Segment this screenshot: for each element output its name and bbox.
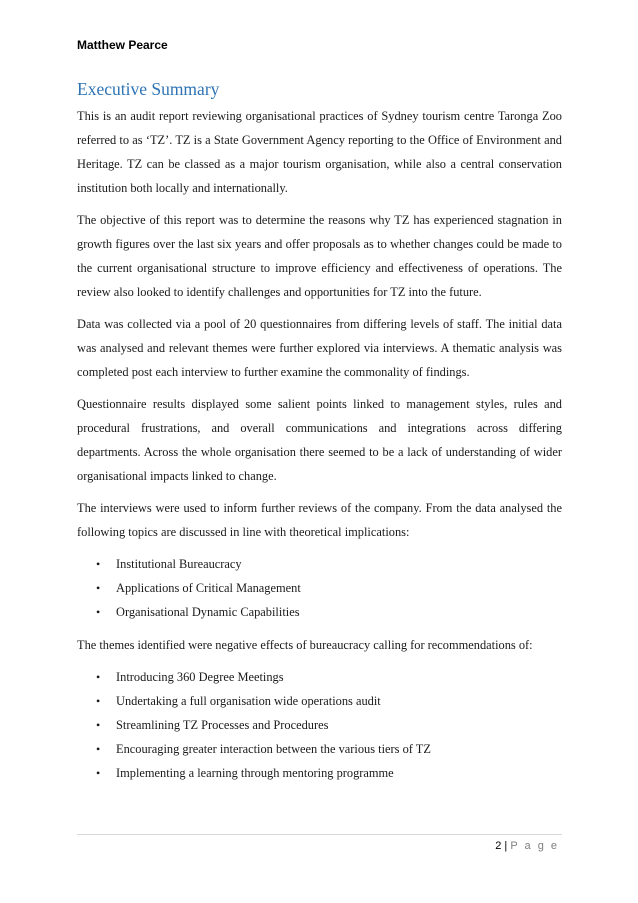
bullet-icon: • [96, 581, 101, 595]
recommendation-text: Introducing 360 Degree Meetings [116, 670, 284, 684]
recommendation-text: Implementing a learning through mentoring programme [116, 766, 394, 780]
paragraph-questionnaire-results: Questionnaire results displayed some salient points linked to management styles, rules and procedural frustrations, and overall communications and integrations across differing departments. Across the whole organisation there seemed to be a lack of understanding of wider organisational impacts linked to change. [77, 397, 562, 483]
recommendation-text: Streamlining TZ Processes and Procedures [116, 718, 329, 732]
topic-text: Applications of Critical Management [116, 581, 301, 595]
page-number: 2 [495, 840, 502, 852]
list-item [77, 737, 562, 761]
paragraph-intro: This is an audit report reviewing organisational practices of Sydney tourism centre Taronga Zoo referred to as ‘TZ’. TZ is a State Government Agency reporting to the Office of Environment and Heritage. TZ can be classed as a major tourism organisation, while also a central conservation institution both locally and internationally. [77, 109, 562, 195]
page-footer [495, 840, 559, 852]
section-title: Executive Summary [77, 79, 220, 99]
page-label: P a g e [510, 840, 559, 852]
recommendations-list [77, 665, 562, 785]
bullet-icon: • [96, 742, 101, 756]
paragraph-objective: The objective of this report was to determine the reasons why TZ has experienced stagnation in growth figures over the last six years and offer proposals as to whether changes could be made to the current organisational structure to improve efficiency and effectiveness of operations. The review also looked to identify challenges and opportunities for TZ into the future. [77, 213, 562, 299]
paragraph-data-collection: Data was collected via a pool of 20 questionnaires from differing levels of staff. The initial data was analysed and relevant themes were further explored via interviews. A thematic analysis was completed post each interview to further examine the commonality of findings. [77, 317, 562, 379]
list-item [77, 665, 562, 689]
paragraph-themes: The themes identified were negative effects of bureaucracy calling for recommendations of: [77, 638, 533, 652]
recommendation-text: Undertaking a full organisation wide operations audit [116, 694, 381, 708]
bullet-icon: • [96, 694, 101, 708]
list-item [77, 713, 562, 737]
page-header-author: Matthew Pearce [77, 38, 168, 52]
list-item [77, 552, 562, 576]
list-item [77, 761, 562, 785]
bullet-icon: • [96, 718, 101, 732]
footer-separator: | [504, 840, 508, 852]
document-body [77, 104, 562, 794]
bullet-icon: • [96, 670, 101, 684]
list-item [77, 576, 562, 600]
recommendation-text: Encouraging greater interaction between the various tiers of TZ [116, 742, 431, 756]
footer-divider [77, 834, 562, 835]
topic-text: Institutional Bureaucracy [116, 557, 242, 571]
list-item [77, 689, 562, 713]
bullet-icon: • [96, 605, 101, 619]
topic-text: Organisational Dynamic Capabilities [116, 605, 300, 619]
bullet-icon: • [96, 557, 101, 571]
list-item [77, 600, 562, 624]
topics-list [77, 552, 562, 624]
paragraph-interviews: The interviews were used to inform further reviews of the company. From the data analysed the following topics are discussed in line with theoretical implications: [77, 501, 562, 539]
bullet-icon: • [96, 766, 101, 780]
